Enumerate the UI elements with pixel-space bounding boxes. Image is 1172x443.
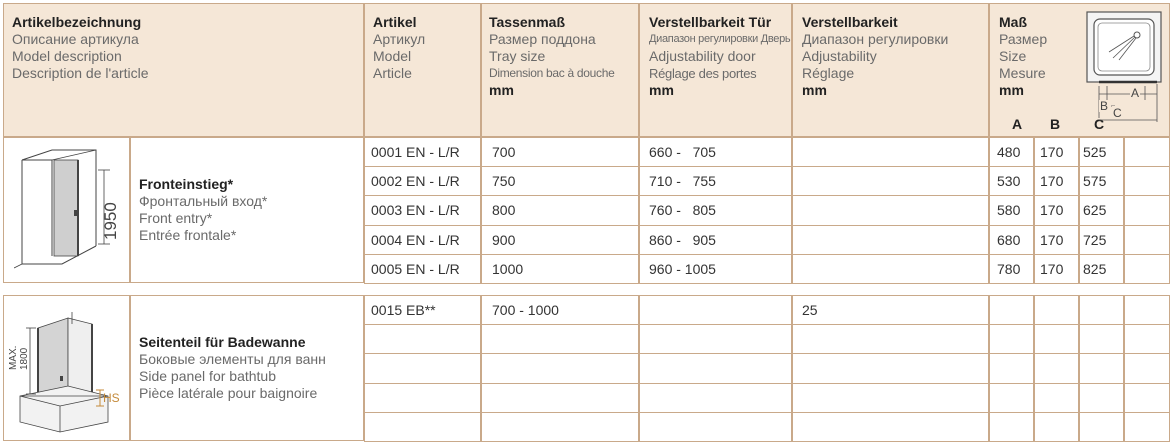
section1-row-4-d-cell	[1124, 225, 1170, 255]
section1-row-5-adj-cell	[792, 254, 989, 284]
product2-en: Side panel for bathtub	[139, 368, 276, 384]
section2-row-5-c-cell	[1079, 412, 1124, 442]
section2-row-1-adj-cell: 25	[792, 295, 989, 325]
article-fr: Article	[373, 65, 412, 81]
section2-row-3-d-cell	[1124, 353, 1170, 383]
section2-row-2-article-cell	[364, 324, 481, 354]
section2-row-2-door-cell	[639, 324, 792, 354]
section2-row-4-b-cell	[1034, 383, 1079, 413]
section2-row-5-tray-cell	[481, 412, 639, 442]
section2-row-5-b-cell	[1034, 412, 1079, 442]
tray-ru: Размер поддона	[489, 31, 596, 47]
adj-fr: Réglage	[802, 65, 855, 81]
section1-row-1-tray-cell: 700	[481, 137, 639, 167]
section2-row-1-a-cell	[989, 295, 1034, 325]
mass-col-c: C	[1094, 116, 1105, 132]
designation-de: Artikelbezeichnung	[12, 14, 142, 30]
section1-row-2-adj-cell	[792, 166, 989, 196]
tray-en: Tray size	[489, 48, 546, 64]
section1-row-4-a-cell: 680	[989, 225, 1034, 255]
section1-row-2-tray-cell: 750	[481, 166, 639, 196]
mass-de: Maß	[999, 14, 1027, 30]
product2-ru: Боковые элементы для ванн	[139, 351, 326, 367]
section1-row-3-a-cell: 580	[989, 195, 1034, 225]
section1-row-4-adj-cell	[792, 225, 989, 255]
mass-en: Size	[999, 48, 1027, 64]
diagram-label-b: B	[1100, 99, 1109, 113]
adj-de: Verstellbarkeit	[802, 14, 898, 30]
header-door-adj-cell	[639, 3, 792, 137]
header-designation-cell	[3, 3, 364, 137]
height-label-1950: 1950	[101, 202, 120, 240]
section2-row-1-door-cell	[639, 295, 792, 325]
product2-fr: Pièce latérale pour baignoire	[139, 385, 318, 401]
section2-row-4-adj-cell	[792, 383, 989, 413]
section2-row-5-adj-cell	[792, 412, 989, 442]
tray-fr: Dimension bac à douche	[489, 66, 615, 80]
section1-row-1-door-cell: 660 - 705	[639, 137, 792, 167]
section2-row-2-adj-cell	[792, 324, 989, 354]
section2-row-3-adj-cell	[792, 353, 989, 383]
mass-col-b: B	[1050, 116, 1061, 132]
mass-col-a: A	[1012, 116, 1023, 132]
section2-row-3-c-cell	[1079, 353, 1124, 383]
section1-row-1-a-cell: 480	[989, 137, 1034, 167]
section1-row-3-c-cell: 625	[1079, 195, 1124, 225]
section1-row-4-tray-cell: 900	[481, 225, 639, 255]
mass-ru: Размер	[999, 31, 1048, 47]
dimension-diagram-icon	[1085, 10, 1165, 128]
section2-row-2-c-cell	[1079, 324, 1124, 354]
section1-row-3-tray-cell: 800	[481, 195, 639, 225]
section1-row-3-article-cell: 0003 EN - L/R	[364, 195, 481, 225]
section2-row-1-tray-cell: 700 - 1000	[481, 295, 639, 325]
section2-row-2-a-cell	[989, 324, 1034, 354]
section1-row-2-b-cell: 170	[1034, 166, 1079, 196]
section1-row-5-door-cell: 960 - 1005	[639, 254, 792, 284]
tray-unit: mm	[489, 82, 514, 98]
section1-row-5-c-cell: 825	[1079, 254, 1124, 284]
section1-row-2-article-cell: 0002 EN - L/R	[364, 166, 481, 196]
article-en: Model	[373, 48, 412, 64]
product2-de: Seitenteil für Badewanne	[139, 334, 306, 350]
section2-row-1-article-cell: 0015 EB**	[364, 295, 481, 325]
section2-row-3-a-cell	[989, 353, 1034, 383]
section2-row-5-door-cell	[639, 412, 792, 442]
designation-ru: Описание артикула	[12, 31, 139, 47]
section1-row-4-article-cell: 0004 EN - L/R	[364, 225, 481, 255]
section1-row-5-a-cell: 780	[989, 254, 1034, 284]
section1-row-1-article-cell: 0001 EN - L/R	[364, 137, 481, 167]
section2-row-5-a-cell	[989, 412, 1034, 442]
section2-row-3-article-cell	[364, 353, 481, 383]
section1-row-4-door-cell: 860 - 905	[639, 225, 792, 255]
mass-fr: Mesure	[999, 65, 1046, 81]
section1-row-4-c-cell: 725	[1079, 225, 1124, 255]
article-de: Artikel	[373, 14, 417, 30]
tray-de: Tassenmaß	[489, 14, 565, 30]
section1-row-5-b-cell: 170	[1034, 254, 1079, 284]
diagram-label-c: C	[1113, 106, 1122, 120]
header-adj-cell	[792, 3, 989, 137]
header-tray-cell	[481, 3, 639, 137]
section2-row-4-d-cell	[1124, 383, 1170, 413]
section1-row-2-c-cell: 575	[1079, 166, 1124, 196]
section2-row-1-c-cell	[1079, 295, 1124, 325]
section2-row-3-b-cell	[1034, 353, 1079, 383]
section1-row-3-d-cell	[1124, 195, 1170, 225]
door-adj-ru: Диапазон регулировки Дверь	[649, 33, 791, 45]
header-article-cell	[364, 3, 481, 137]
section2-row-4-a-cell	[989, 383, 1034, 413]
adj-en: Adjustability	[802, 48, 877, 64]
section2-image-cell	[3, 295, 130, 441]
header-mass-cell	[989, 3, 1170, 137]
section1-row-2-a-cell: 530	[989, 166, 1034, 196]
section1-row-1-d-cell	[1124, 137, 1170, 167]
section2-row-2-d-cell	[1124, 324, 1170, 354]
section1-row-3-adj-cell	[792, 195, 989, 225]
height-label-1800: 1800	[19, 347, 30, 370]
article-ru: Артикул	[373, 31, 426, 47]
section1-row-5-tray-cell: 1000	[481, 254, 639, 284]
section1-row-4-b-cell: 170	[1034, 225, 1079, 255]
section1-row-1-adj-cell	[792, 137, 989, 167]
door-adj-de: Verstellbarkeit Tür	[649, 14, 772, 30]
section1-row-5-article-cell: 0005 EN - L/R	[364, 254, 481, 284]
section2-row-2-tray-cell	[481, 324, 639, 354]
section1-row-2-door-cell: 710 - 755	[639, 166, 792, 196]
hs-label: HS	[103, 391, 120, 405]
section2-row-4-tray-cell	[481, 383, 639, 413]
product1-fr: Entrée frontale*	[139, 227, 237, 243]
front-entry-shower-icon	[14, 148, 124, 272]
section2-row-5-article-cell	[364, 412, 481, 442]
door-adj-fr: Réglage des portes	[649, 66, 757, 81]
max-label: MAX.	[8, 345, 19, 370]
section2-row-3-tray-cell	[481, 353, 639, 383]
product1-en: Front entry*	[139, 210, 213, 226]
section2-row-2-b-cell	[1034, 324, 1079, 354]
designation-fr: Description de l'article	[12, 65, 149, 81]
section2-row-1-b-cell	[1034, 295, 1079, 325]
section2-row-5-d-cell	[1124, 412, 1170, 442]
designation-en: Model description	[12, 48, 122, 64]
section1-row-2-d-cell	[1124, 166, 1170, 196]
section1-row-3-b-cell: 170	[1034, 195, 1079, 225]
section2-row-4-article-cell	[364, 383, 481, 413]
section1-row-5-d-cell	[1124, 254, 1170, 284]
diagram-label-a: A	[1131, 86, 1140, 100]
section2-row-3-door-cell	[639, 353, 792, 383]
section1-row-1-b-cell: 170	[1034, 137, 1079, 167]
section2-row-4-door-cell	[639, 383, 792, 413]
product1-de: Fronteinstieg*	[139, 176, 234, 192]
side-panel-bathtub-icon	[8, 310, 126, 436]
section1-image-cell	[3, 137, 130, 283]
section2-row-4-c-cell	[1079, 383, 1124, 413]
section1-row-3-door-cell: 760 - 805	[639, 195, 792, 225]
adj-ru: Диапазон регулировки	[802, 31, 949, 47]
mass-unit: mm	[999, 82, 1024, 98]
product1-ru: Фронтальный вход*	[139, 193, 268, 209]
door-adj-en: Adjustability door	[649, 48, 756, 64]
adj-unit: mm	[802, 82, 827, 98]
section2-product-cell	[130, 295, 364, 441]
door-adj-unit: mm	[649, 82, 674, 98]
section2-row-1-d-cell	[1124, 295, 1170, 325]
section1-row-1-c-cell: 525	[1079, 137, 1124, 167]
section1-product-cell	[130, 137, 364, 283]
